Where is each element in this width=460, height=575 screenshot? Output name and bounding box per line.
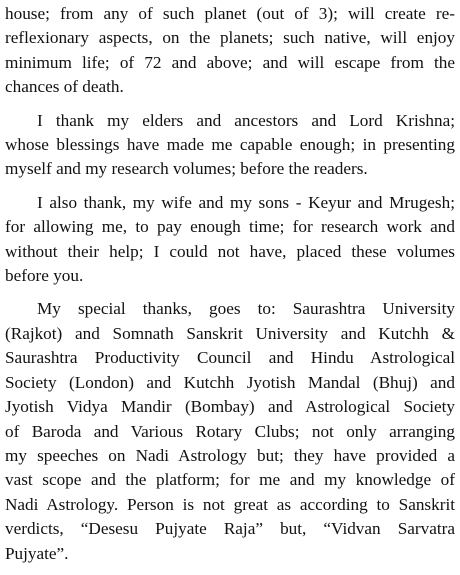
paragraph-planet-aspects [5, 2, 455, 100]
text-line: verdicts, “Desesu Pujyate Raja” but, “Vidvan Sarvatra [5, 519, 455, 539]
text-line: Nadi Astrology. Person is not great as according to Sanskrit [5, 494, 455, 514]
text-line: Saurashtra Productivity Council and Hindu Astrological [5, 348, 455, 368]
text-line: vast scope and the platform; for me and my knowledge of [5, 470, 455, 490]
text-line: reflexionary aspects, on the planets; such native, will enjoy [5, 28, 455, 48]
text-line: My special thanks, goes to: Saurashtra University [37, 299, 455, 319]
text-line: without their help; I could not have, placed these volumes [5, 241, 455, 261]
text-line: whose blessings have made me capable enough; in presenting [5, 135, 455, 155]
text-line: I thank my elders and ancestors and Lord Krishna; [37, 110, 455, 130]
text-line: Jyotish Vidya Mandir (Bombay) and Astrological Society [5, 397, 455, 417]
text-line: of Baroda and Various Rotary Clubs; not only arranging [5, 421, 455, 441]
text-line: myself and my research volumes; before the readers. [5, 159, 368, 179]
text-line: Pujyate”. [5, 543, 69, 563]
document-page [5, 2, 455, 575]
text-line: Society (London) and Kutchh Jyotish Mandal (Bhuj) and [5, 372, 455, 392]
text-line: house; from any of such planet (out of 3); will create re- [5, 4, 455, 23]
text-line: (Rajkot) and Somnath Sanskrit University and Kutchh & [5, 323, 455, 343]
text-line: minimum life; of 72 and above; and will escape from the [5, 52, 455, 72]
text-line: chances of death. [5, 77, 124, 97]
text-line: before you. [5, 266, 84, 286]
text-line: I also thank, my wife and my sons - Keyur and Mrugesh; [37, 192, 455, 212]
text-line: my speeches on Nadi Astrology but; they have provided a [5, 445, 455, 465]
paragraph-thanks-family [5, 191, 455, 289]
text-line: for allowing me, to pay enough time; for research work and [5, 217, 455, 237]
paragraph-thanks-elders [5, 109, 455, 182]
